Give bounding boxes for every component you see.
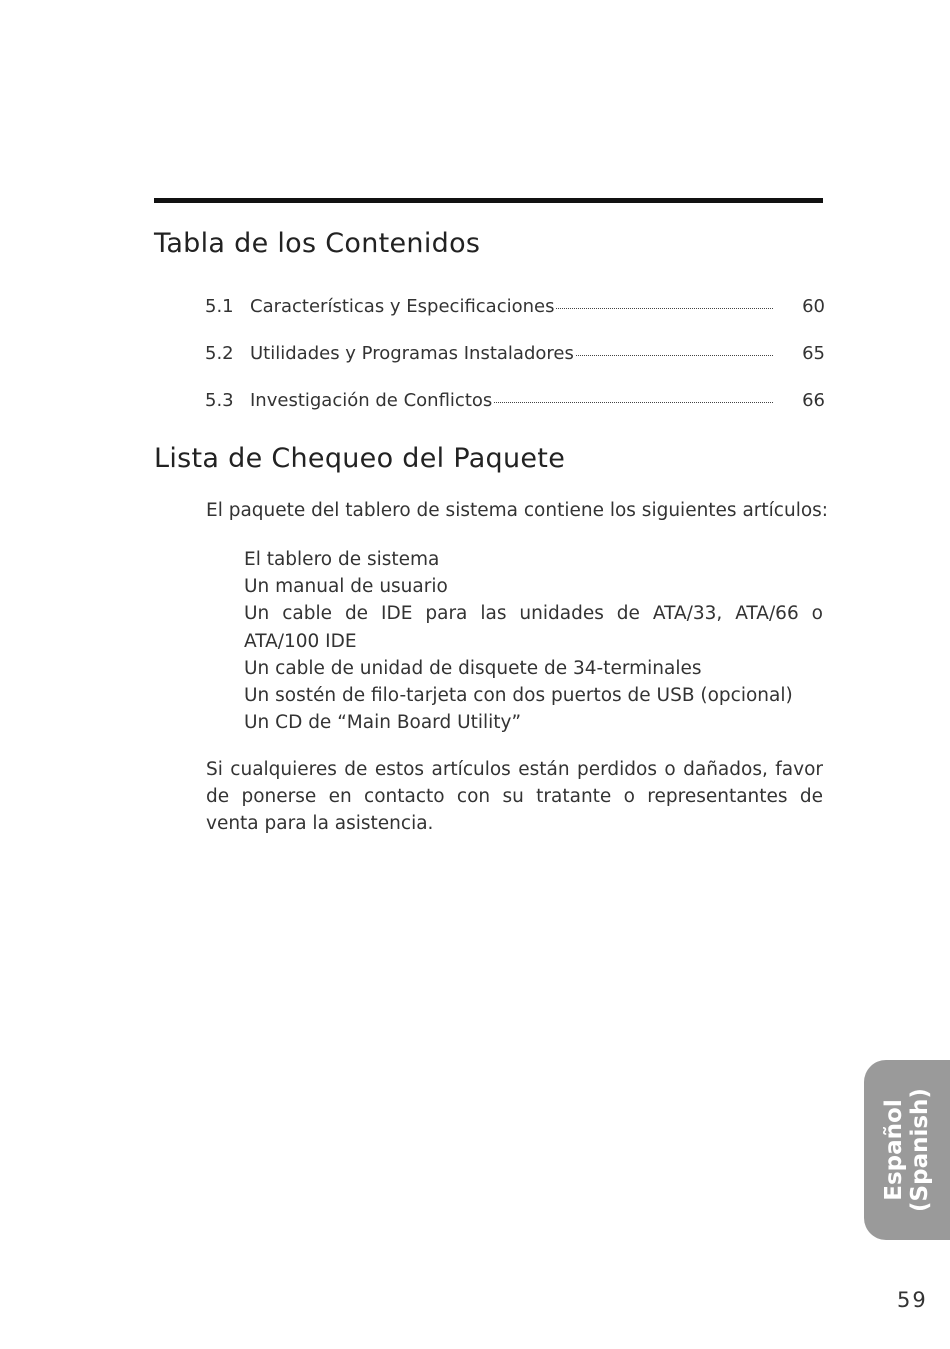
toc-entry[interactable] [205, 390, 825, 437]
list-item: Un cable de IDE para las unidades de ATA/33, ATA/66 o ATA/100 IDE [244, 603, 823, 652]
toc-dot-leader [556, 307, 773, 309]
toc-entry-page: 60 [802, 296, 825, 317]
list-item: Un sostén de filo-tarjeta con dos puertos de USB (opcional) [244, 685, 793, 707]
header-rule [154, 198, 823, 203]
list-item: Un CD de “Main Board Utility” [244, 712, 522, 734]
page-number: 59 [897, 1288, 928, 1312]
toc-dot-leader [576, 354, 773, 356]
toc-entry[interactable] [205, 343, 825, 390]
toc-entry-page: 65 [802, 343, 825, 364]
language-tab-line2: (Spanish) [907, 1088, 933, 1212]
package-item-list [244, 546, 823, 736]
toc-entry-page: 66 [802, 390, 825, 411]
language-tab-label [881, 1088, 933, 1212]
language-tab [864, 1060, 950, 1240]
toc-title: Tabla de los Contenidos [154, 228, 481, 259]
toc-entry-label: Utilidades y Programas Instaladores [250, 343, 574, 364]
list-item: Un manual de usuario [244, 576, 448, 598]
toc-entry-label: Características y Especificaciones [250, 296, 555, 317]
toc-dot-leader [494, 401, 773, 403]
language-tab-line1: Español [881, 1099, 907, 1201]
list-item: El tablero de sistema [244, 549, 440, 570]
package-note: Si cualquieres de estos artículos están perdidos o dañados, favor de ponerse en contacto con su tratante o representantes de venta para la asistencia. [206, 759, 823, 835]
toc-entry-number: 5.2 [205, 343, 234, 364]
table-of-contents [205, 296, 825, 437]
toc-entry-label: Investigación de Conflictos [250, 390, 493, 411]
toc-entry-number: 5.3 [205, 390, 234, 411]
list-item: Un cable de unidad de disquete de 34-terminales [244, 657, 702, 679]
package-intro: El paquete del tablero de sistema contiene los siguientes artículos: [206, 500, 829, 521]
package-checklist-title: Lista de Chequeo del Paquete [154, 443, 566, 474]
toc-entry[interactable] [205, 296, 825, 343]
toc-entry-number: 5.1 [205, 296, 234, 317]
